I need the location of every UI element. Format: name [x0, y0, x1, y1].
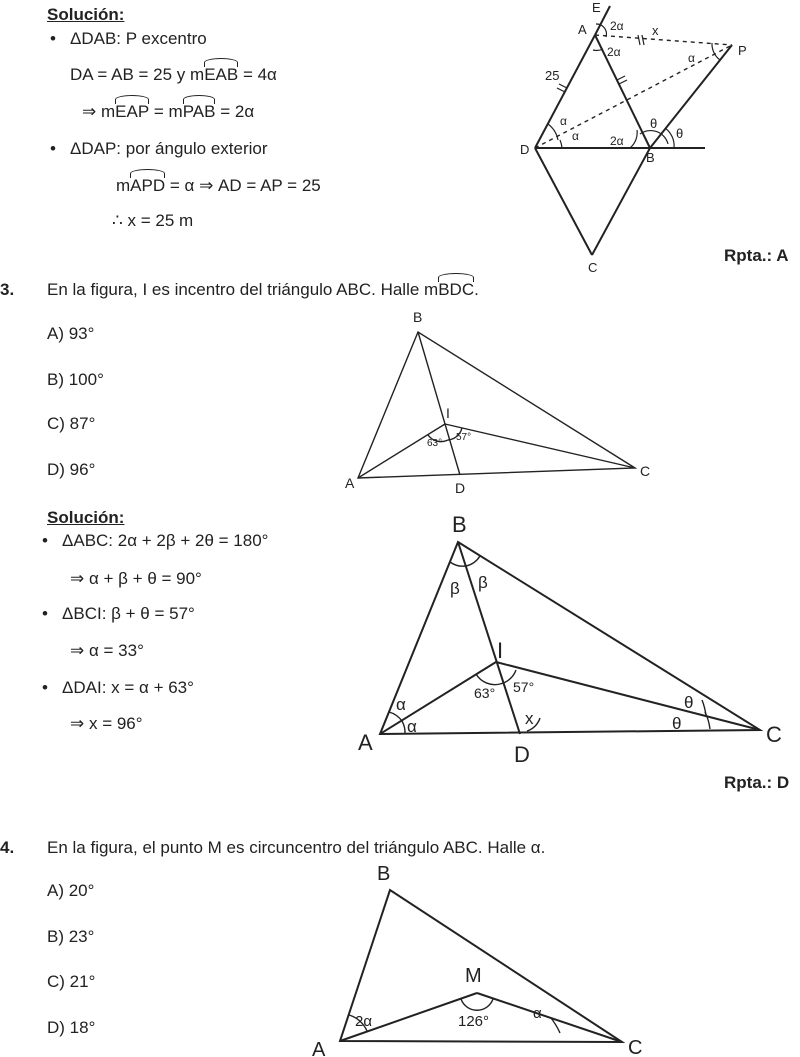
solution-heading: Solución:	[47, 5, 125, 24]
figure-incenter-question	[340, 300, 660, 500]
label-A: A	[578, 22, 587, 37]
solution-line: • ΔDAP: por ángulo exterior	[70, 139, 268, 159]
option-d: D) 96°	[47, 460, 96, 479]
label-angle-2alpha: 2α	[610, 134, 624, 148]
label-angle-57: 57°	[456, 432, 472, 443]
answer-label: Rpta.: A	[724, 246, 789, 265]
figure-circumcenter	[305, 860, 655, 1057]
label-x: x	[652, 23, 659, 38]
solution-line: ⇒ mEAP = mPAB = 2α	[82, 102, 255, 121]
label-x: x	[525, 709, 534, 728]
segment-BD	[418, 332, 460, 475]
segment-BC	[592, 148, 650, 255]
solution-line: ⇒ x = 96°	[70, 714, 143, 733]
label-angle-alpha: α	[396, 695, 406, 714]
solution-line: • ΔDAI: x = α + 63°	[62, 678, 194, 698]
label-A: A	[358, 730, 373, 755]
option-a: A) 20°	[47, 881, 95, 900]
option-b: B) 23°	[47, 927, 95, 946]
label-D: D	[455, 480, 466, 496]
label-angle-beta: β	[478, 573, 488, 592]
label-angle-alpha: α	[572, 129, 579, 143]
label-angle-126: 126°	[458, 1013, 490, 1030]
label-angle-alpha: α	[407, 717, 417, 736]
problem-statement: En la figura, I es incentro del triángulo ABC. Halle mBDC.	[47, 280, 479, 299]
problem-statement: En la figura, el punto M es circuncentro del triángulo ABC. Halle α.	[47, 838, 546, 857]
segment-IC	[496, 662, 760, 730]
label-angle-alpha: α	[533, 1005, 542, 1022]
solution-line: DA = AB = 25 y mEAB = 4α	[70, 65, 277, 84]
label-I: I	[446, 405, 450, 421]
label-angle-theta: θ	[684, 693, 694, 712]
label-angle-57: 57°	[513, 679, 535, 695]
figure-incenter-solution	[350, 512, 800, 772]
segment-AI	[358, 424, 445, 478]
answer-label: Rpta.: D	[724, 773, 790, 792]
label-B: B	[646, 150, 655, 165]
figure-excenter	[500, 0, 780, 280]
label-angle-2alpha: 2α	[355, 1013, 373, 1030]
problem-number: 3.	[0, 280, 15, 299]
option-a: A) 93°	[47, 324, 95, 343]
label-angle-theta: θ	[672, 714, 682, 733]
option-c: C) 21°	[47, 972, 96, 991]
solution-line: • ΔDAB: P excentro	[70, 29, 207, 49]
label-side-length: 25	[545, 68, 560, 83]
label-C: C	[766, 722, 782, 747]
segment-BD	[458, 542, 520, 734]
segment-IC	[445, 424, 635, 468]
label-angle-theta: θ	[650, 116, 658, 131]
solution-line: • ΔBCI: β + θ = 57°	[62, 604, 195, 624]
label-C: C	[640, 463, 651, 479]
solution-heading: Solución:	[47, 508, 125, 527]
option-c: C) 87°	[47, 414, 96, 433]
label-A: A	[345, 475, 355, 491]
option-d: D) 18°	[47, 1018, 96, 1037]
solution-line: ⇒ α = 33°	[70, 641, 144, 660]
label-P: P	[738, 43, 747, 58]
label-angle-alpha: α	[560, 114, 567, 128]
label-angle-2alpha: 2α	[607, 45, 621, 59]
label-angle-63: 63°	[427, 438, 443, 449]
option-b: B) 100°	[47, 370, 104, 389]
label-C: C	[588, 260, 598, 275]
label-angle-beta: β	[450, 579, 460, 598]
solution-line: • ΔABC: 2α + 2β + 2θ = 180°	[62, 531, 268, 551]
label-B: B	[452, 512, 467, 537]
label-C: C	[628, 1037, 643, 1057]
problem-number: 4.	[0, 838, 15, 857]
label-D: D	[520, 142, 530, 157]
label-I: I	[497, 638, 504, 663]
label-angle-2alpha: 2α	[610, 19, 624, 33]
segment-DP	[535, 45, 732, 148]
label-B: B	[413, 309, 423, 325]
label-B: B	[377, 863, 391, 885]
label-angle-63: 63°	[474, 685, 496, 701]
label-angle-alpha: α	[688, 51, 695, 65]
solution-line: mAPD = α ⇒ AD = AP = 25	[116, 176, 321, 195]
solution-line: ⇒ α + β + θ = 90°	[70, 569, 202, 588]
triangle-ABC	[358, 332, 635, 478]
triangle-ABC	[380, 542, 760, 734]
segment-MC	[477, 993, 622, 1042]
solution-conclusion: ∴ x = 25 m	[112, 211, 194, 230]
label-angle-theta: θ	[676, 126, 684, 141]
segment-DC	[535, 148, 592, 255]
label-M: M	[465, 965, 482, 987]
label-D: D	[514, 742, 530, 767]
label-A: A	[312, 1039, 326, 1057]
label-E: E	[592, 0, 601, 15]
